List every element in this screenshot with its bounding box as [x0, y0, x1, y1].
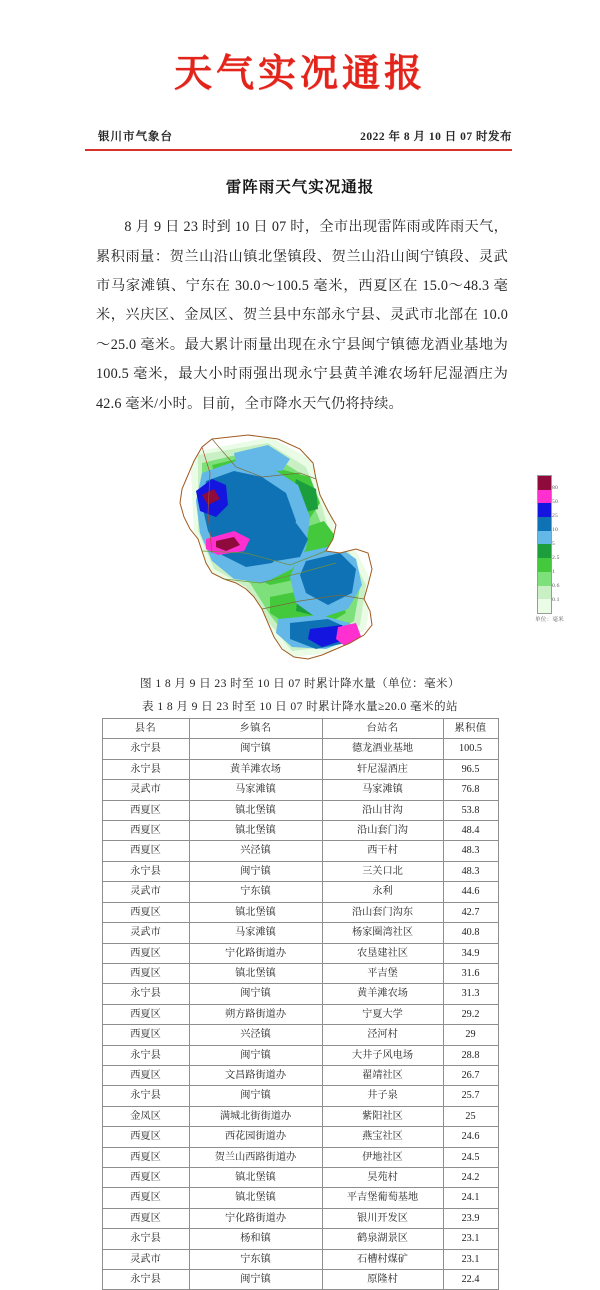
table-row [102, 739, 498, 759]
issue-date: 2022 年 8 月 10 日 07 时发布 [360, 130, 512, 143]
cell-county: 西夏区 [102, 1208, 189, 1228]
legend-swatch [538, 599, 551, 613]
cell-value: 48.3 [443, 861, 498, 881]
cell-town: 文昌路街道办 [189, 1065, 322, 1085]
cell-county: 西夏区 [102, 1065, 189, 1085]
cell-county: 西夏区 [102, 1147, 189, 1167]
cell-value: 42.7 [443, 902, 498, 922]
cell-station: 平吉堡葡萄基地 [322, 1188, 443, 1208]
cell-town: 镇北堡镇 [189, 821, 322, 841]
table-caption: 表 1 8 月 9 日 23 时至 10 日 07 时累计降水量≥20.0 毫米的站 [142, 700, 458, 714]
legend-label: 1 [552, 569, 555, 576]
cell-value: 23.9 [443, 1208, 498, 1228]
cell-station: 鹤泉湖景区 [322, 1229, 443, 1249]
cell-county: 永宁县 [102, 759, 189, 779]
cell-county: 永宁县 [102, 861, 189, 881]
table-row [102, 800, 498, 820]
cell-station: 宁夏大学 [322, 1004, 443, 1024]
cell-town: 西花园街道办 [189, 1127, 322, 1147]
cell-county: 西夏区 [102, 800, 189, 820]
figure-caption: 图 1 8 月 9 日 23 时至 10 日 07 时累计降水量（单位：毫米） [140, 677, 460, 691]
table-row [102, 1025, 498, 1045]
cell-county: 灵武市 [102, 882, 189, 902]
header-divider [85, 149, 512, 152]
article-title: 雷阵雨天气实况通报 [225, 177, 375, 197]
legend-swatch [538, 490, 551, 504]
cell-county: 西夏区 [102, 1127, 189, 1147]
cell-county: 灵武市 [102, 923, 189, 943]
cell-station: 三关口北 [322, 861, 443, 881]
cell-town: 马家滩镇 [189, 780, 322, 800]
cell-county: 西夏区 [102, 821, 189, 841]
masthead [0, 0, 600, 94]
cell-station: 大井子风电场 [322, 1045, 443, 1065]
cell-value: 24.1 [443, 1188, 498, 1208]
cell-town: 宁化路街道办 [189, 943, 322, 963]
cell-value: 22.4 [443, 1270, 498, 1290]
cell-value: 48.4 [443, 821, 498, 841]
table-row [102, 1270, 498, 1290]
cell-county: 西夏区 [102, 1167, 189, 1187]
column-header-county: 县名 [102, 719, 189, 739]
map-legend [537, 475, 560, 612]
cell-station: 沿山套门沟东 [322, 902, 443, 922]
cell-town: 马家滩镇 [189, 923, 322, 943]
table-body [102, 739, 498, 1290]
table-row [102, 1086, 498, 1106]
issuer-row [0, 128, 600, 144]
legend-label: 25 [552, 513, 558, 520]
cell-station: 井子泉 [322, 1086, 443, 1106]
legend-label: 10 [552, 527, 558, 534]
cell-value: 48.3 [443, 841, 498, 861]
table-row [102, 841, 498, 861]
legend-label: 2.5 [552, 555, 560, 562]
table-row [102, 923, 498, 943]
cell-town: 闽宁镇 [189, 1270, 322, 1290]
cell-value: 29.2 [443, 1004, 498, 1024]
cell-station: 翟靖社区 [322, 1065, 443, 1085]
cell-town: 满城北街街道办 [189, 1106, 322, 1126]
cell-value: 53.8 [443, 800, 498, 820]
table-row [102, 902, 498, 922]
table-row [102, 1127, 498, 1147]
cell-town: 宁化路街道办 [189, 1208, 322, 1228]
cell-town: 杨和镇 [189, 1229, 322, 1249]
cell-value: 23.1 [443, 1229, 498, 1249]
cell-value: 24.6 [443, 1127, 498, 1147]
legend-swatch [538, 531, 551, 545]
cell-town: 兴泾镇 [189, 841, 322, 861]
table-row [102, 882, 498, 902]
cell-town: 镇北堡镇 [189, 902, 322, 922]
cell-value: 31.3 [443, 984, 498, 1004]
cell-county: 西夏区 [102, 1004, 189, 1024]
cell-value: 34.9 [443, 943, 498, 963]
cell-value: 28.8 [443, 1045, 498, 1065]
cell-county: 灵武市 [102, 1249, 189, 1269]
cell-town: 宁东镇 [189, 882, 322, 902]
legend-swatch [538, 476, 551, 490]
cell-station: 原隆村 [322, 1270, 443, 1290]
page-title: 天气实况通报 [173, 50, 426, 95]
table-row [102, 1065, 498, 1085]
cell-town: 镇北堡镇 [189, 1167, 322, 1187]
legend-swatch [538, 544, 551, 558]
table-row [102, 1004, 498, 1024]
cell-value: 25 [443, 1106, 498, 1126]
legend-unit-label: 单位：毫米 [535, 617, 564, 624]
cell-value: 96.5 [443, 759, 498, 779]
cell-station: 永利 [322, 882, 443, 902]
legend-swatch [538, 517, 551, 531]
table-row [102, 1249, 498, 1269]
table-row [102, 1188, 498, 1208]
cell-station: 德龙酒业基地 [322, 739, 443, 759]
map-stage [150, 433, 564, 663]
cell-station: 西干村 [322, 841, 443, 861]
cell-town: 黄羊滩农场 [189, 759, 322, 779]
cell-value: 26.7 [443, 1065, 498, 1085]
table-row [102, 1229, 498, 1249]
cell-station: 轩尼湿酒庄 [322, 759, 443, 779]
table-row [102, 1208, 498, 1228]
precipitation-map-figure [0, 433, 600, 669]
table-row [102, 1045, 498, 1065]
cell-station: 伊地社区 [322, 1147, 443, 1167]
cell-value: 40.8 [443, 923, 498, 943]
cell-town: 兴泾镇 [189, 1025, 322, 1045]
cell-county: 西夏区 [102, 1025, 189, 1045]
cell-station: 沿山套门沟 [322, 821, 443, 841]
cell-station: 银川开发区 [322, 1208, 443, 1228]
cell-town: 镇北堡镇 [189, 800, 322, 820]
cell-station: 沿山甘沟 [322, 800, 443, 820]
cell-county: 西夏区 [102, 1188, 189, 1208]
cell-station: 紫阳社区 [322, 1106, 443, 1126]
cell-station: 农垦建社区 [322, 943, 443, 963]
cell-county: 西夏区 [102, 902, 189, 922]
cell-county: 西夏区 [102, 841, 189, 861]
table-row [102, 821, 498, 841]
cell-value: 31.6 [443, 963, 498, 983]
article-paragraph-text: 8 月 9 日 23 时到 10 日 07 时，全市出现雷阵雨或阵雨天气，累积雨量：贺兰山沿山镇北堡镇段、贺兰山沿山闽宁镇段、灵武市马家滩镇、宁东在 30.0～100.5 毫米，西夏区在 15.0～48.3 毫米，兴庆区、金凤区、贺兰县中东部永宁县、灵武市北部在 10.0～25.0 毫米。最大累计雨量出现在永宁县闽宁镇德龙酒业基地为 100.5 毫米，最大小时雨强出现永宁县黄羊滩农场轩尼湿酒庄为 42.6 毫米/小时。目前，全市降水天气仍将持续。 [96, 219, 508, 412]
legend-swatch [538, 572, 551, 586]
cell-county: 金凤区 [102, 1106, 189, 1126]
cell-town: 镇北堡镇 [189, 1188, 322, 1208]
table-row [102, 1106, 498, 1126]
cell-station: 昊苑村 [322, 1167, 443, 1187]
cell-value: 44.6 [443, 882, 498, 902]
cell-town: 宁东镇 [189, 1249, 322, 1269]
legend-swatch [538, 558, 551, 572]
cell-county: 西夏区 [102, 963, 189, 983]
cell-value: 24.2 [443, 1167, 498, 1187]
table-row [102, 984, 498, 1004]
cell-value: 76.8 [443, 780, 498, 800]
legend-label: 80 [552, 485, 558, 492]
table-row [102, 1147, 498, 1167]
cell-town: 闽宁镇 [189, 1086, 322, 1106]
cell-value: 24.5 [443, 1147, 498, 1167]
table-row [102, 780, 498, 800]
cell-station: 黄羊滩农场 [322, 984, 443, 1004]
cell-town: 贺兰山西路街道办 [189, 1147, 322, 1167]
cell-station: 平吉堡 [322, 963, 443, 983]
table-header-row [102, 719, 498, 739]
cell-town: 闽宁镇 [189, 739, 322, 759]
cell-county: 永宁县 [102, 1270, 189, 1290]
table-row [102, 943, 498, 963]
cell-station: 马家滩镇 [322, 780, 443, 800]
cell-town: 闽宁镇 [189, 1045, 322, 1065]
cell-town: 镇北堡镇 [189, 963, 322, 983]
cell-town: 闽宁镇 [189, 984, 322, 1004]
cell-county: 永宁县 [102, 1086, 189, 1106]
cell-town: 朔方路街道办 [189, 1004, 322, 1024]
legend-swatch [538, 586, 551, 600]
column-header-station: 台站名 [322, 719, 443, 739]
cell-value: 25.7 [443, 1086, 498, 1106]
legend-label: 0.6 [552, 583, 560, 590]
legend-labels [552, 475, 586, 612]
table-row [102, 963, 498, 983]
cell-county: 永宁县 [102, 1045, 189, 1065]
legend-color-bar [537, 475, 552, 614]
legend-swatch [538, 503, 551, 517]
cell-station: 杨家圈湾社区 [322, 923, 443, 943]
cell-station: 石槽村煤矿 [322, 1249, 443, 1269]
cell-county: 永宁县 [102, 984, 189, 1004]
cell-county: 永宁县 [102, 1229, 189, 1249]
legend-label: 50 [552, 499, 558, 506]
issuer-name: 银川市气象台 [98, 130, 173, 143]
legend-label: 0.1 [552, 597, 560, 604]
table-header [102, 719, 498, 739]
cell-county: 西夏区 [102, 943, 189, 963]
article-body [96, 213, 508, 419]
cell-value: 100.5 [443, 739, 498, 759]
cell-town: 闽宁镇 [189, 861, 322, 881]
table-row [102, 759, 498, 779]
cell-county: 灵武市 [102, 780, 189, 800]
cell-station: 燕宝社区 [322, 1127, 443, 1147]
cell-county: 永宁县 [102, 739, 189, 759]
column-header-value: 累积值 [443, 719, 498, 739]
precipitation-stations-table [102, 718, 499, 1290]
table-row [102, 1167, 498, 1187]
column-header-town: 乡镇名 [189, 719, 322, 739]
legend-label: 5 [552, 541, 555, 548]
table-row [102, 861, 498, 881]
cell-station: 泾河村 [322, 1025, 443, 1045]
cell-value: 23.1 [443, 1249, 498, 1269]
precipitation-contour-map [150, 433, 450, 663]
cell-value: 29 [443, 1025, 498, 1045]
